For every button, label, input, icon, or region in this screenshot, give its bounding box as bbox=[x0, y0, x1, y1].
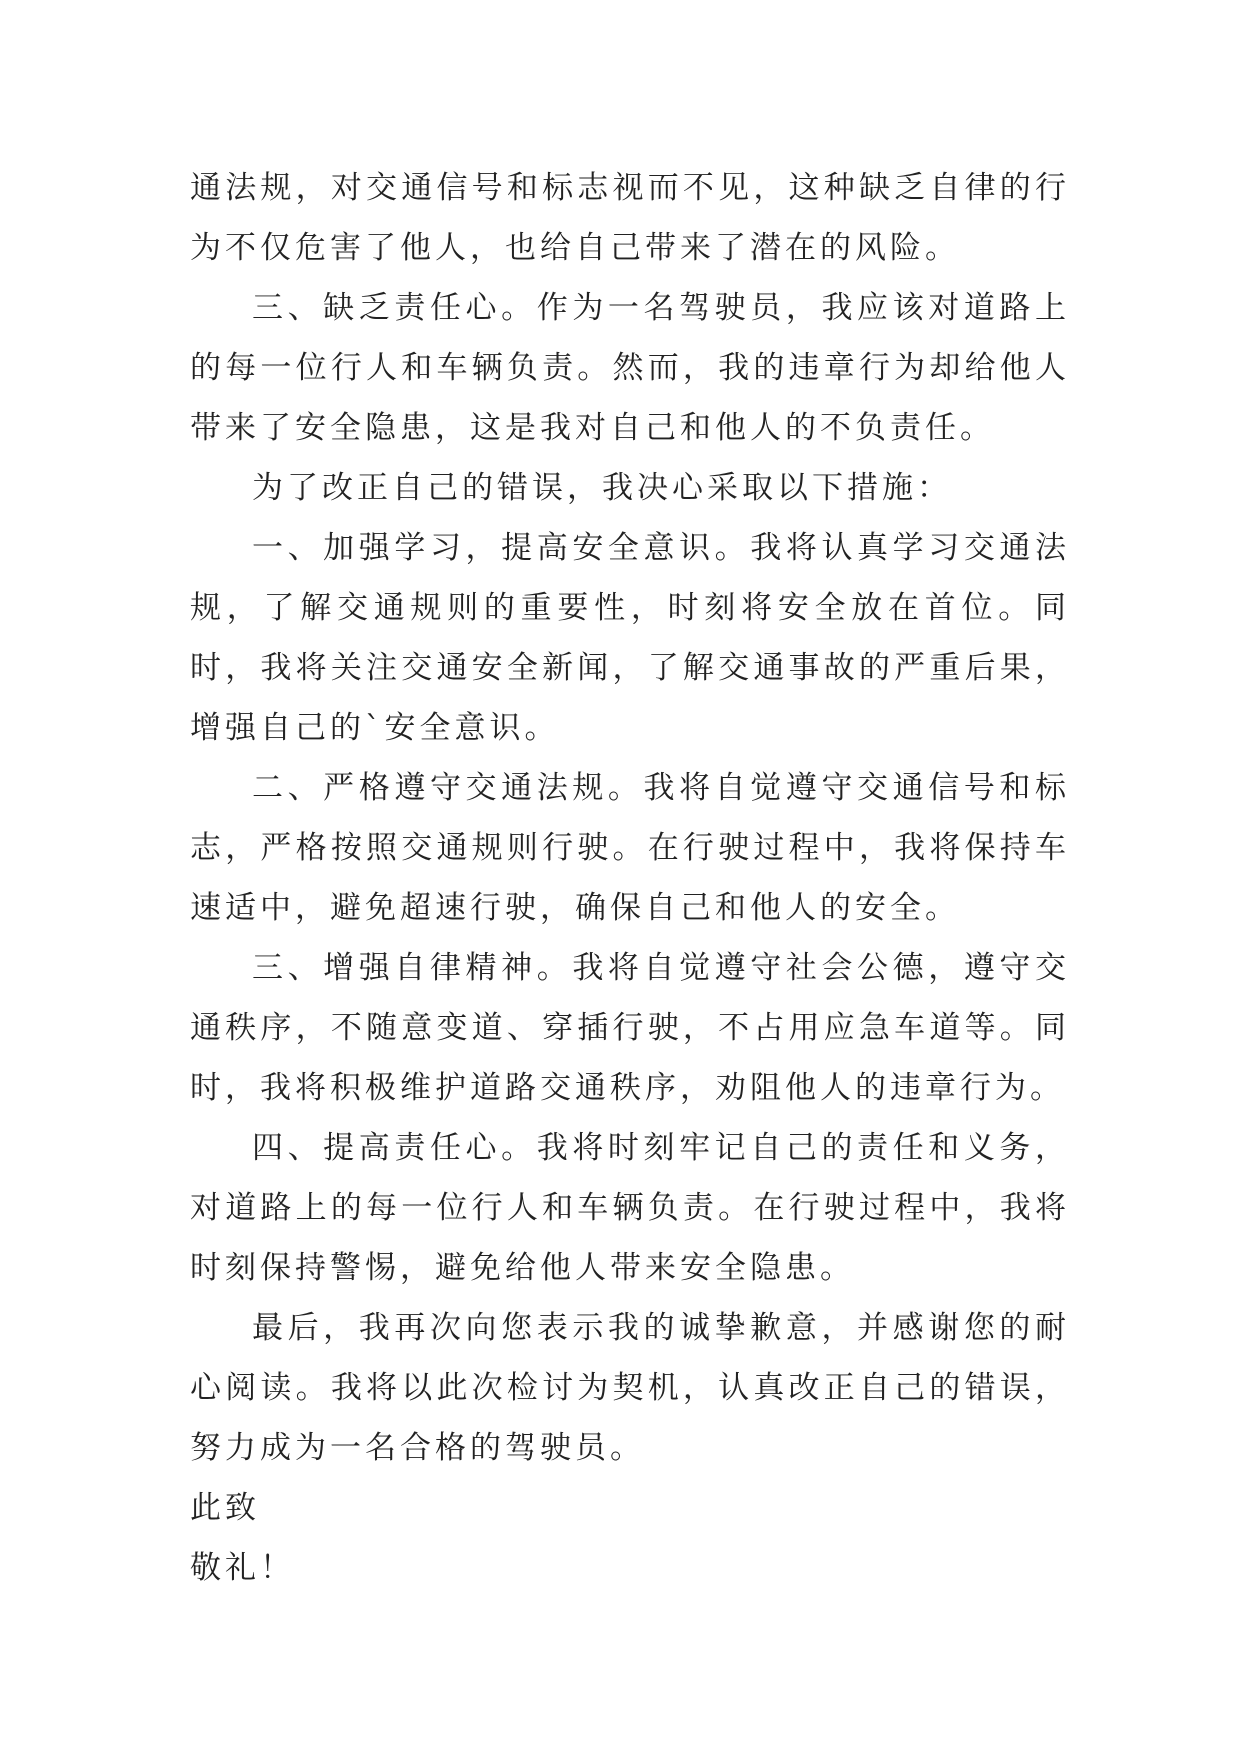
paragraph-6: 三、增强自律精神。我将自觉遵守社会公德，遵守交通秩序，不随意变道、穿插行驶，不占用应急车道等。同时，我将积极维护道路交通秩序，劝阻他人的违章行为。 bbox=[190, 950, 1070, 1106]
paragraph-4: 一、加强学习，提高安全意识。我将认真学习交通法规，了解交通规则的重要性，时刻将安全放在首位。同时，我将关注交通安全新闻，了解交通事故的严重后果，增强自己的`安全意识。 bbox=[190, 530, 1070, 746]
paragraph-3: 为了改正自己的错误，我决心采取以下措施： bbox=[252, 470, 952, 506]
closing-regards: 敬礼！ bbox=[190, 1550, 295, 1586]
paragraph-1: 通法规，对交通信号和标志视而不见，这种缺乏自律的行为不仅危害了他人，也给自己带来了潜在的风险。 bbox=[190, 170, 1070, 266]
paragraph-7: 四、提高责任心。我将时刻牢记自己的责任和义务，对道路上的每一位行人和车辆负责。在行驶过程中，我将时刻保持警惕，避免给他人带来安全隐患。 bbox=[190, 1130, 1070, 1286]
paragraph-2: 三、缺乏责任心。作为一名驾驶员，我应该对道路上的每一位行人和车辆负责。然而，我的违章行为却给他人带来了安全隐患，这是我对自己和他人的不负责任。 bbox=[190, 290, 1070, 446]
paragraph-5: 二、严格遵守交通法规。我将自觉遵守交通信号和标志，严格按照交通规则行驶。在行驶过程中，我将保持车速适中，避免超速行驶，确保自己和他人的安全。 bbox=[190, 770, 1070, 926]
closing-salutation: 此致 bbox=[190, 1490, 260, 1526]
paragraph-8: 最后，我再次向您表示我的诚挚歉意，并感谢您的耐心阅读。我将以此次检讨为契机，认真改正自己的错误，努力成为一名合格的驾驶员。 bbox=[190, 1310, 1070, 1466]
document-body bbox=[190, 158, 1070, 1598]
